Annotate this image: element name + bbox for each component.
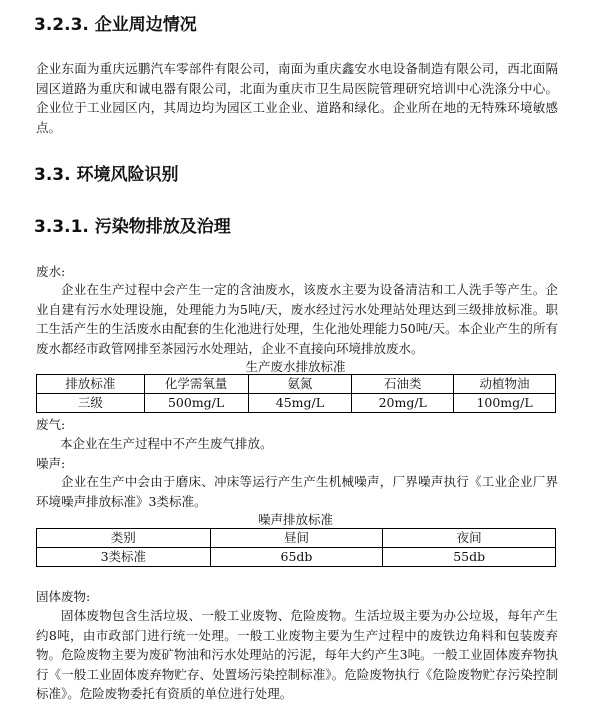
table-header-cell: 化学需氧量 — [144, 375, 248, 394]
table-cell: 三级 — [37, 394, 145, 413]
table-header-cell: 昼间 — [210, 529, 383, 548]
table-cell: 55db — [383, 548, 556, 567]
wastewater-label: 废水: — [36, 264, 66, 279]
table-cell: 20mg/L — [352, 394, 454, 413]
section-heading-3-3: 3.3. 环境风险识别 — [34, 165, 179, 185]
noise-paragraph: 企业在生产中会由于磨床、冲床等运行产生产生机械噪声，厂界噪声执行《工业企业厂界环境噪声排放标准》3类标准。 — [36, 474, 558, 509]
noise-label: 噪声: — [36, 456, 66, 471]
table-header-row — [37, 529, 556, 548]
table-header-cell: 石油类 — [352, 375, 454, 394]
table-header-cell: 排放标准 — [37, 375, 145, 394]
table-cell: 3类标准 — [37, 548, 211, 567]
table-header-cell: 类别 — [37, 529, 211, 548]
noise-standard-table — [36, 528, 556, 567]
noise-table-caption: 噪声排放标准 — [257, 512, 333, 527]
table-row — [37, 548, 556, 567]
table-cell: 45mg/L — [248, 394, 352, 413]
wastewater-table-caption: 生产废水排放标准 — [245, 359, 346, 374]
table-cell: 500mg/L — [144, 394, 248, 413]
table-header-cell: 夜间 — [383, 529, 556, 548]
table-header-cell: 氨氮 — [248, 375, 352, 394]
section-heading-3-3-1: 3.3.1. 污染物排放及治理 — [34, 217, 231, 237]
section-heading-3-2-3: 3.2.3. 企业周边情况 — [34, 15, 197, 35]
table-header-row — [37, 375, 556, 394]
table-header-cell: 动植物油 — [454, 375, 556, 394]
table-cell: 65db — [210, 548, 383, 567]
solid-waste-paragraph: 固体废物包含生活垃圾、一般工业废物、危险废物。生活垃圾主要为办公垃圾，每年产生约8吨，由市政部门进行统一处理。一般工业废物主要为生产过程中的废铁边角料和包装废弃物。危险废物主要为废矿物油和污水处理站的污泥，每年大约产生3吨。一般工业固体废弃物执行《一般工业固体废弃物贮存、处置场污染控制标准》。危险废物执行《危险废物贮存污染控制标准》。危险废物委托有资质的单位进行处理。 — [36, 608, 558, 701]
wastewater-paragraph: 企业在生产过程中会产生一定的含油废水，该废水主要为设备清洁和工人洗手等产生。企业自建有污水处理设施，处理能力为5吨/天，废水经过污水处理站处理达到三级排放标准。职工生活产生的生活废水由配套的生化池进行处理，生化池处理能力50吨/天。本企业产生的所有废水都经市政管网排至茶园污水处理站，企业不直接向环境排放废水。 — [36, 282, 558, 356]
waste-gas-label: 废气: — [36, 417, 66, 432]
solid-waste-label: 固体废物: — [36, 589, 91, 604]
waste-gas-paragraph: 本企业在生产过程中不产生废气排放。 — [60, 436, 273, 451]
table-cell: 100mg/L — [454, 394, 556, 413]
surroundings-paragraph: 企业东面为重庆远鹏汽车零部件有限公司，南面为重庆鑫安水电设备制造有限公司，西北面隔园区道路为重庆和诚电器有限公司，北面为重庆市卫生局医院管理研究培训中心洗涤分中心。企业位于工业园区内，其周边均为园区工业企业、道路和绿化。企业所在地的无特殊环境敏感点。 — [36, 61, 558, 135]
table-row — [37, 394, 556, 413]
wastewater-standard-table — [36, 374, 556, 413]
